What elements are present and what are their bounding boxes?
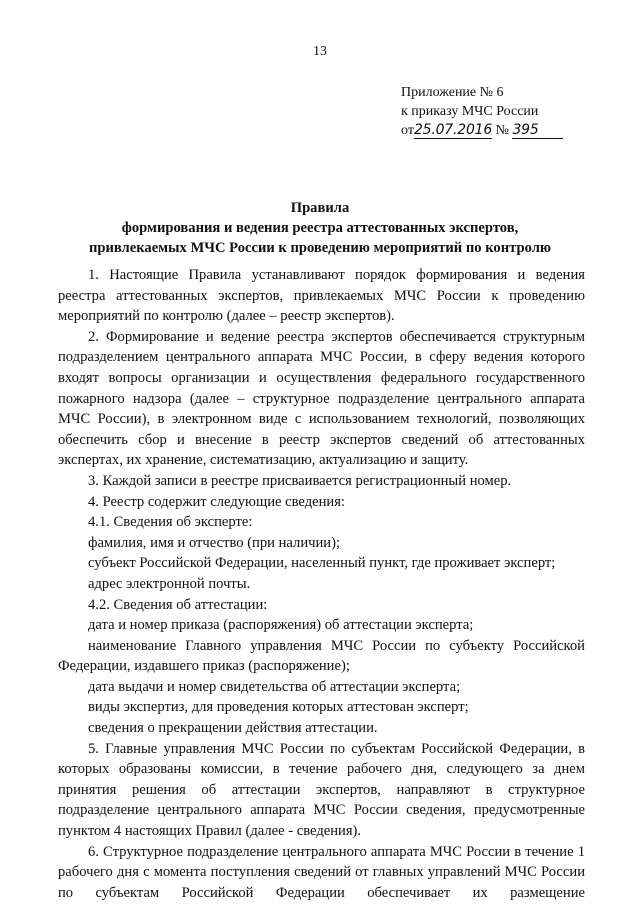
annex-header: [401, 83, 563, 140]
paragraph: 4.2. Сведения об аттестации:: [88, 596, 268, 613]
paragraph: фамилия, имя и отчество (при наличии);: [88, 534, 341, 551]
paragraph: 1. Настоящие Правила устанавливают порядок формирования и ведения реестра аттестованных экспертов, привлекаемых МЧС России к проведению мероприятий по контролю (далее – реестр экспертов).: [58, 267, 585, 325]
title-line-2: формирования и ведения реестра аттестованных экспертов,: [121, 220, 519, 236]
date-prefix: от: [401, 123, 414, 138]
paragraph: адрес электронной почты.: [88, 575, 251, 592]
paragraph: 4.1. Сведения об эксперте:: [88, 514, 253, 531]
paragraph: наименование Главного управления МЧС России по субъекту Российской Федерации, издавшего приказ (распоряжение);: [58, 637, 585, 675]
paragraph: дата выдачи и номер свидетельства об аттестации эксперта;: [88, 678, 461, 695]
document-body: [58, 265, 585, 903]
paragraph: 2. Формирование и ведение реестра экспертов обеспечивается структурным подразделением центрального аппарата МЧС России, в сферу ведения которого входят вопросы организации и осуществления федерального государственного пожарного надзора (далее – структурное подразделение центрального аппарата МЧС России), в электронном виде с использованием технологий, позволяющих обеспечить сбор и внесение в реестр экспертов сведений об аттестованных экспертах, их хранение, систематизацию, актуализацию и защиту.: [58, 328, 585, 469]
number-prefix: №: [495, 123, 509, 138]
paragraph: 3. Каждой записи в реестре присваивается регистрационный номер.: [88, 472, 512, 489]
document-title: [40, 198, 600, 258]
paragraph: виды экспертиз, для проведения которых аттестован эксперт;: [88, 699, 469, 716]
paragraph: 5. Главные управления МЧС России по субъектам Российской Федерации, в которых образованы комиссии, в течение рабочего дня, следующего за днем принятия решения об аттестации экспертов, направляют в структурное подразделение центрального аппарата МЧС России сведения, предусмотренные пунктом 4 настоящих Правил (далее - сведения).: [58, 740, 585, 840]
paragraph: 6. Структурное подразделение центрального аппарата МЧС России в течение 1 рабочего дня с момента поступления сведений от главных управлений МЧС России по субъектам Российской Федерации обеспечивает их размещение: [58, 843, 585, 901]
order-date: 25.07.2016: [413, 122, 493, 138]
title-line-3: привлекаемых МЧС России к проведению мероприятий по контролю: [88, 240, 552, 256]
order-number: 395: [512, 123, 562, 139]
paragraph: субъект Российской Федерации, населенный пункт, где проживает эксперт;: [88, 555, 556, 572]
annex-date-number: [401, 121, 563, 140]
paragraph: 4. Реестр содержит следующие сведения:: [88, 493, 345, 510]
annex-order-ref: к приказу МЧС России: [401, 104, 539, 119]
title-line-1: Правила: [290, 200, 350, 216]
paragraph: сведения о прекращении действия аттестации.: [88, 720, 378, 737]
annex-title: Приложение № 6: [401, 85, 504, 100]
page-number: 13: [313, 44, 327, 59]
paragraph: дата и номер приказа (распоряжения) об аттестации эксперта;: [88, 617, 474, 634]
